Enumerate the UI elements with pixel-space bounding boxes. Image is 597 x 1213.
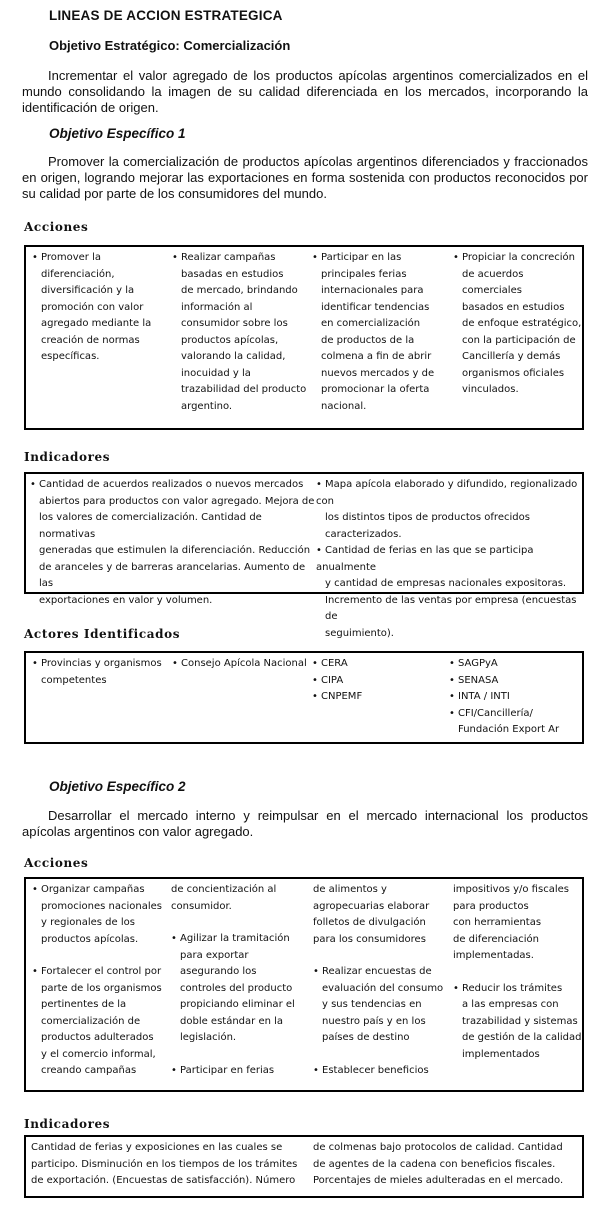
text-line — [453, 915, 585, 932]
line-text: basadas en estudios — [181, 268, 284, 280]
line-text: Incremento de las ventas por empresa (encuestas de — [325, 594, 577, 622]
text-line — [449, 656, 585, 673]
acciones-2-col-2-a — [171, 882, 316, 915]
line-text: Participar en las — [321, 252, 402, 263]
text-line — [30, 477, 316, 494]
text-line — [449, 673, 585, 690]
text-line — [453, 948, 585, 965]
text-line — [313, 882, 458, 899]
line-text: para exportar — [180, 949, 249, 961]
text-line — [453, 997, 585, 1014]
text-line — [453, 1047, 585, 1064]
line-text: controles del producto — [180, 982, 293, 994]
text-line — [312, 316, 454, 333]
line-text: Cancillería y demás — [462, 351, 561, 362]
indicadores-1-right-a — [316, 477, 584, 543]
acciones-2-col-1-a — [32, 882, 177, 948]
line-text: de enfoque estratégico, — [462, 318, 582, 329]
text-line — [171, 882, 316, 899]
text-line — [30, 593, 316, 610]
line-text: Propiciar la concreción — [462, 252, 575, 263]
line-text: de diferenciación — [453, 933, 539, 945]
line-text: Provincias y organismos — [41, 658, 162, 669]
line-text: creación de normas — [41, 334, 140, 346]
line-text: SAGPyA — [458, 658, 498, 669]
indicadores-1-left — [30, 477, 316, 609]
text-line — [171, 931, 316, 948]
text-line — [171, 1014, 316, 1031]
text-line — [32, 673, 172, 690]
line-text: folletos de divulgación — [313, 917, 426, 928]
text-line — [172, 366, 314, 383]
text-line — [30, 510, 316, 543]
acciones-2-col-3-c — [313, 1063, 458, 1080]
line-text: y el comercio informal, — [41, 1048, 156, 1060]
bullet-icon: • — [32, 884, 38, 895]
line-text: Participar en ferias — [180, 1064, 275, 1076]
line-text: trazabilidad y sistemas — [462, 1015, 578, 1027]
bullet-icon: • — [313, 966, 319, 977]
acciones-1-box — [24, 245, 584, 430]
line-text: de alimentos y — [313, 884, 387, 895]
line-text: nuevos mercados y de — [321, 367, 435, 379]
line-text: agropecuarias elaborar — [313, 900, 430, 912]
page-title: LINEAS DE ACCION ESTRATEGICA — [49, 8, 283, 23]
line-text: organismos oficiales — [462, 367, 565, 379]
actores-col-4-list — [449, 656, 585, 722]
line-text: promoción con valor — [41, 301, 144, 313]
text-line — [316, 626, 584, 643]
text-line — [312, 300, 454, 317]
line-text: Porcentajes de mieles adulteradas en el mercado. — [313, 1175, 564, 1186]
bullet-icon: • — [316, 545, 322, 556]
specific-objective-1-text: Promover la comercialización de productos apícolas argentinos diferenciados y fraccionados en origen, logrando mejorar las exportaciones en forma sostenida con productos reconocidos por su calidad por parte de los consumidores del mundo. — [22, 154, 588, 201]
line-text: Cantidad de acuerdos realizados o nuevos mercados — [39, 479, 304, 490]
line-text: y cantidad de empresas nacionales expositoras. — [325, 578, 567, 589]
line-text: diferenciación, — [41, 268, 115, 280]
line-text: en comercialización — [321, 318, 421, 329]
text-line — [316, 543, 584, 576]
line-text: doble estándar en la — [180, 1015, 284, 1027]
text-line — [453, 882, 585, 899]
text-line — [312, 382, 454, 399]
line-text: Cantidad de ferias y exposiciones en las cuales se — [31, 1142, 283, 1153]
indicadores-1-right — [316, 477, 584, 642]
text-line — [171, 981, 316, 998]
line-text: de colmenas bajo protocolos de calidad. Cantidad — [313, 1142, 563, 1153]
text-line — [32, 267, 172, 284]
text-line — [171, 1063, 316, 1080]
line-text: implementadas. — [453, 950, 534, 961]
line-text: impositivos y/o fiscales — [453, 884, 569, 895]
line-text: a las empresas con — [462, 999, 559, 1010]
bullet-icon: • — [449, 707, 455, 719]
line-text: Cantidad de ferias en las que se participa anualmente — [316, 545, 534, 573]
text-line — [32, 964, 177, 981]
text-line — [172, 267, 314, 284]
bullet-icon: • — [172, 252, 178, 263]
text-line — [172, 283, 314, 300]
line-text: los valores de comercialización. Cantidad de normativas — [39, 512, 262, 540]
line-text: CNPEMF — [321, 691, 363, 702]
text-line — [172, 382, 314, 399]
text-line — [32, 981, 177, 998]
line-text: pertinentes de la — [41, 999, 127, 1010]
text-line — [31, 1173, 301, 1190]
line-text: evaluación del consumo — [322, 982, 444, 994]
text-line — [313, 1063, 458, 1080]
bullet-icon: • — [30, 479, 36, 490]
actores-col-2 — [172, 656, 312, 673]
bullet-icon: • — [312, 658, 318, 669]
text-line — [313, 1140, 581, 1157]
text-line — [32, 915, 177, 932]
line-text: de exportación. (Encuestas de satisfacción). Número — [31, 1175, 296, 1186]
text-line — [453, 382, 583, 399]
bullet-icon: • — [172, 658, 178, 669]
text-line — [32, 997, 177, 1014]
text-line — [32, 899, 177, 916]
line-text: trazabilidad del producto — [181, 384, 307, 395]
line-text: competentes — [41, 674, 107, 686]
line-text: agregado mediante la — [41, 318, 152, 329]
line-text: de gestión de la calidad — [462, 1032, 582, 1043]
acciones-1-col-3 — [312, 250, 454, 415]
text-line — [313, 932, 458, 949]
text-line — [313, 1030, 458, 1047]
line-text: asegurando los — [180, 966, 257, 977]
acciones-2-heading: Acciones — [24, 856, 89, 870]
text-line — [312, 250, 454, 267]
strategic-objective-text: Incrementar el valor agregado de los productos apícolas argentinos comercializados en el mundo consolidando la imagen de su calidad diferenciada en los mercados, incorporando la identificación de origen. — [22, 68, 588, 115]
line-text: valorando la calidad, — [181, 351, 286, 362]
text-line — [313, 1014, 458, 1031]
text-line — [312, 267, 454, 284]
text-line — [453, 300, 583, 317]
line-text: de acuerdos comerciales — [462, 268, 524, 296]
line-text: de aranceles y de barreras arancelarias. Aumento de las — [39, 561, 306, 589]
line-text: inocuidad y la — [181, 367, 251, 379]
line-text: seguimiento). — [325, 627, 394, 639]
acciones-2-col-1-b — [32, 964, 177, 1080]
text-line — [172, 250, 314, 267]
line-text: consumidor. — [171, 900, 232, 912]
line-text: propiciando eliminar el — [180, 999, 295, 1010]
text-line — [312, 366, 454, 383]
actores-box — [24, 651, 584, 744]
bullet-icon: • — [453, 982, 459, 994]
line-text: argentino. — [181, 400, 233, 412]
line-text: Realizar campañas — [181, 252, 276, 263]
text-line — [31, 1157, 301, 1174]
text-line — [453, 267, 583, 300]
text-line — [30, 543, 316, 560]
line-text: basados en estudios — [462, 301, 565, 313]
text-line — [32, 333, 172, 350]
indicadores-2-box — [24, 1135, 584, 1198]
line-text: los distintos tipos de productos ofrecidos caracterizados. — [325, 512, 530, 540]
actores-col-1 — [32, 656, 172, 689]
line-text: internacionales para — [321, 285, 424, 296]
text-line — [312, 349, 454, 366]
text-line — [313, 997, 458, 1014]
bullet-icon: • — [32, 252, 38, 263]
line-text: promociones nacionales — [41, 900, 162, 912]
text-line — [32, 300, 172, 317]
text-line — [171, 1030, 316, 1047]
text-line — [32, 1014, 177, 1031]
text-line — [172, 349, 314, 366]
acciones-2-col-3-b — [313, 964, 458, 1047]
acciones-2-col-4 — [453, 882, 585, 1063]
line-text: información al — [181, 301, 253, 313]
actores-col-4 — [449, 656, 585, 739]
line-text: Fortalecer el control por — [41, 966, 162, 977]
text-line — [30, 494, 316, 511]
line-text: generadas que estimulen la diferenciación. Reducción — [39, 545, 311, 556]
text-line — [312, 689, 452, 706]
text-line — [453, 349, 583, 366]
text-line — [32, 1030, 177, 1047]
text-line — [32, 1047, 177, 1064]
line-text: países de destino — [322, 1032, 410, 1043]
line-text: productos adulterados — [41, 1032, 154, 1043]
line-text: productos apícolas, — [181, 334, 279, 346]
text-line — [449, 706, 585, 723]
text-line — [171, 948, 316, 965]
bullet-icon: • — [312, 691, 318, 702]
line-text: identificar tendencias — [321, 301, 430, 313]
line-text: principales ferias — [321, 268, 407, 280]
text-line — [313, 1157, 581, 1174]
text-line — [316, 477, 584, 510]
text-line — [172, 333, 314, 350]
line-text: Establecer beneficios — [322, 1064, 429, 1076]
text-line — [316, 593, 584, 626]
bullet-icon: • — [449, 674, 455, 686]
text-line — [32, 316, 172, 333]
line-text: colmena a fin de abrir — [321, 351, 432, 362]
line-text: Mapa apícola elaborado y difundido, regionalizado con — [316, 479, 578, 507]
text-line — [30, 560, 316, 593]
actores-col-4-extra: Fundación Export Ar — [458, 724, 560, 735]
line-text: abiertos para productos con valor agregado. Mejora de — [39, 495, 315, 507]
indicadores-2-right — [313, 1140, 581, 1190]
bullet-icon: • — [171, 1064, 177, 1076]
text-line — [312, 333, 454, 350]
text-line — [32, 932, 177, 949]
text-line — [313, 1173, 581, 1190]
text-line — [313, 981, 458, 998]
text-line — [172, 399, 314, 416]
text-line — [316, 576, 584, 593]
text-line — [312, 399, 454, 416]
acciones-1-col-1 — [32, 250, 172, 366]
line-text: Consejo Apícola Nacional — [181, 658, 307, 669]
line-text: INTA / INTI — [458, 691, 510, 702]
bullet-icon: • — [171, 933, 177, 944]
bullet-icon: • — [449, 658, 455, 669]
line-text: parte de los organismos — [41, 982, 162, 994]
strategic-objective-title: Objetivo Estratégico: Comercialización — [49, 38, 291, 53]
text-line — [453, 333, 583, 350]
acciones-2-box — [24, 877, 584, 1092]
line-text: con herramientas — [453, 917, 542, 928]
text-line — [313, 899, 458, 916]
text-line — [171, 964, 316, 981]
text-line — [453, 981, 585, 998]
text-line — [313, 915, 458, 932]
acciones-2-col-1 — [32, 882, 177, 1080]
line-text: y sus tendencias en — [322, 999, 422, 1010]
line-text: para los consumidores — [313, 933, 426, 945]
line-text: comercialización de — [41, 1015, 141, 1027]
text-line — [32, 250, 172, 267]
actores-col-3 — [312, 656, 452, 706]
text-line — [172, 316, 314, 333]
line-text: CFI/Cancillería/ — [458, 707, 533, 719]
bullet-icon: • — [316, 479, 322, 490]
acciones-2-col-4-a — [453, 882, 585, 965]
specific-objective-1-title: Objetivo Específico 1 — [49, 126, 186, 141]
text-line — [32, 882, 177, 899]
acciones-2-col-3 — [313, 882, 458, 1079]
acciones-2-col-4-b — [453, 981, 585, 1064]
text-line — [172, 656, 312, 673]
line-text: implementados — [462, 1048, 540, 1060]
text-line — [171, 997, 316, 1014]
line-text: específicas. — [41, 351, 100, 362]
indicadores-1-right-b — [316, 543, 584, 642]
bullet-icon: • — [453, 252, 459, 263]
line-text: Agilizar la tramitación — [180, 933, 290, 944]
text-line — [453, 250, 583, 267]
acciones-2-col-3-a — [313, 882, 458, 948]
text-line — [453, 366, 583, 383]
line-text: de concientización al — [171, 884, 277, 895]
bullet-icon: • — [312, 674, 318, 686]
text-line — [453, 932, 585, 949]
text-line — [316, 510, 584, 543]
indicadores-1-heading: Indicadores — [24, 450, 111, 464]
line-text: productos apícolas. — [41, 933, 139, 945]
text-line — [453, 1014, 585, 1031]
actores-heading: Actores Identificados — [24, 627, 181, 641]
bullet-icon: • — [449, 691, 455, 702]
line-text: SENASA — [458, 674, 499, 686]
text-line — [453, 899, 585, 916]
indicadores-2-left — [31, 1140, 301, 1190]
bullet-icon: • — [312, 252, 318, 263]
text-line — [32, 349, 172, 366]
text-line — [312, 673, 452, 690]
line-text: exportaciones en valor y volumen. — [39, 594, 213, 606]
line-text: para productos — [453, 900, 529, 912]
line-text: Organizar campañas — [41, 884, 145, 895]
text-line — [453, 316, 583, 333]
line-text: de productos de la — [321, 334, 415, 346]
text-line — [32, 656, 172, 673]
line-text: de mercado, brindando — [181, 285, 298, 296]
line-text: vinculados. — [462, 384, 519, 395]
text-line — [32, 1063, 177, 1080]
line-text: de agentes de la cadena con beneficios fiscales. — [313, 1158, 556, 1170]
acciones-1-heading: Acciones — [24, 220, 89, 234]
acciones-2-col-2 — [171, 882, 316, 1079]
line-text: promocionar la oferta — [321, 384, 430, 395]
line-text: consumidor sobre los — [181, 318, 288, 329]
line-text: CERA — [321, 658, 348, 669]
acciones-2-col-2-b — [171, 931, 316, 1047]
line-text: creando campañas — [41, 1065, 137, 1076]
text-line — [313, 964, 458, 981]
line-text: Promover la — [41, 252, 101, 263]
acciones-2-col-2-c — [171, 1063, 316, 1080]
line-text: Reducir los trámites — [462, 982, 563, 994]
line-text: nacional. — [321, 400, 367, 412]
bullet-icon: • — [313, 1064, 319, 1076]
bullet-icon: • — [32, 966, 38, 977]
line-text: participo. Disminución en los tiempos de los trámites — [31, 1158, 298, 1170]
text-line — [449, 689, 585, 706]
line-text: nuestro país y en los — [322, 1015, 426, 1027]
line-text: legislación. — [180, 1032, 237, 1043]
line-text: Realizar encuestas de — [322, 966, 432, 977]
acciones-1-col-4 — [453, 250, 583, 399]
specific-objective-2-title: Objetivo Específico 2 — [49, 779, 186, 794]
text-line — [312, 283, 454, 300]
text-line — [312, 656, 452, 673]
acciones-1-col-2 — [172, 250, 314, 415]
line-text: CIPA — [321, 674, 344, 686]
text-line — [32, 283, 172, 300]
indicadores-2-heading: Indicadores — [24, 1117, 111, 1131]
line-text: con la participación de — [462, 334, 576, 346]
line-text: diversificación y la — [41, 285, 135, 296]
text-line — [172, 300, 314, 317]
text-line — [453, 1030, 585, 1047]
bullet-icon: • — [32, 658, 38, 669]
text-line — [31, 1140, 301, 1157]
text-line — [171, 899, 316, 916]
specific-objective-2-text: Desarrollar el mercado interno y reimpulsar en el mercado internacional los productos apícolas argentinos con valor agregado. — [22, 808, 588, 839]
line-text: y regionales de los — [41, 917, 135, 928]
